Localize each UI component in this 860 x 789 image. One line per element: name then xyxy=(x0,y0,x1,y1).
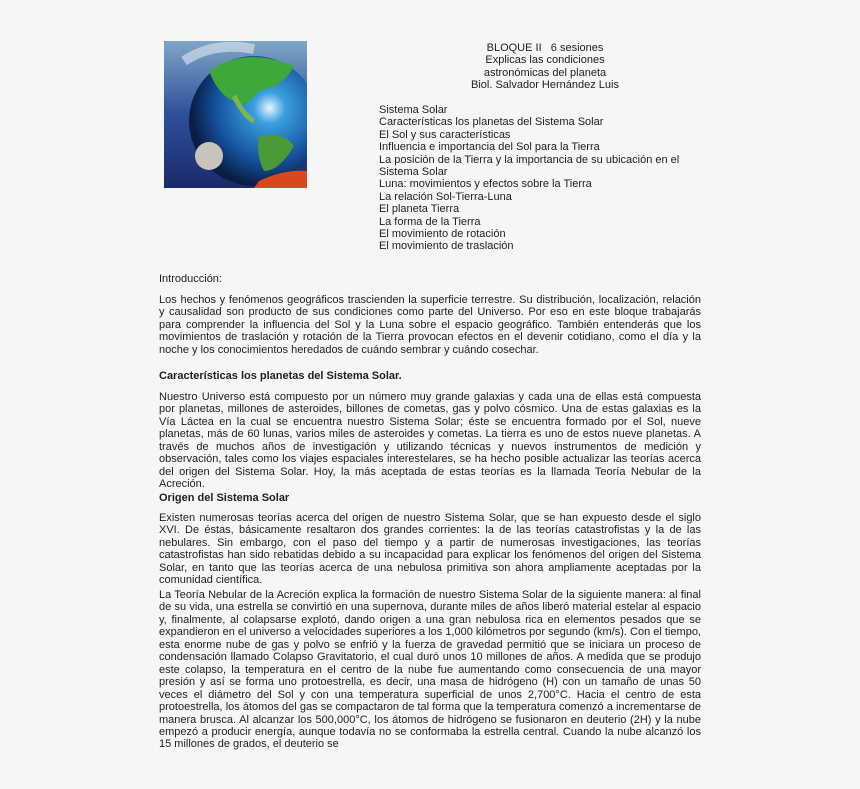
topic-item: El planeta Tierra xyxy=(379,203,460,216)
topic-item: Sistema Solar xyxy=(379,104,448,116)
topic-item: Características los planetas del Sistema Solar xyxy=(379,116,604,129)
topic-item: La posición de la Tierra y la importancia de su ubicación en el Sistema Solar xyxy=(379,153,680,179)
section-heading-origin: Origen del Sistema Solar xyxy=(159,492,290,504)
origin-paragraph-2: La Teoría Nebular de la Acreción explica la formación de nuestro Sistema Solar de la siguiente manera: al final de su vida, una estrella se convirtió en una supernova, durante miles de años liberó material estelar al espacio y, finalmente, al colapsarse explotó, dando origen a una gran nebulosa rica en elementos pesados que se expandieron en el universo a velocidades superiores a los 1,000 kilómetros por segundo (km/s). Con el tiempo, esta enorme nube de gas y polvo se enfrió y la fuerza de gravedad permitió que se iniciara un proceso de condensación llamado Colapso Gravitatorio, el cual duró unos 10 millones de años. A medida que se produjo este colapso, la temperatura en el centro de la nube fue aumentando como consecuencia de una mayor presión y así se forma uno protoestrella, es decir, una masa de hidrógeno (H) con un tamaño de unas 50 veces el diámetro del Sol y con una temperatura superficial de unos 2,700°C. Hacia el centro de esta protoestrella, los átomos del gas se compactaron de tal forma que la temperatura comenzó a incrementarse de manera brusca. Al alcanzar los 500,000°C, los átomos de hidrógeno se fusionaron en deuterio (2H) y la nube empezó a producir energía, aunque todavía no se conformaba la estrella central. Cuando la nube alcanzó los 15 millones de grados, el deuterio se xyxy=(159,589,701,751)
author: Biol. Salvador Hernández Luis xyxy=(471,78,619,91)
topic-item: El movimiento de traslación xyxy=(379,240,514,253)
intro-paragraph: Los hechos y fenómenos geográficos trascienden la superficie terrestre. Su distribución, localización, relación y causalidad son producto de sus condiciones como parte del Universo. Por eso en este bloque trabajarás para comprender la influencia del Sol y la Luna sobre el espacio geográfico. También entenderás que los movimientos de traslación y rotación de la Tierra provocan efectos en el devenir cotidiano, como el día y la noche y los conocimientos heredados de cuándo sembrar y cuándo cosechar. xyxy=(159,294,701,356)
topic-item: La relación Sol-Tierra-Luna xyxy=(379,190,512,203)
topic-list xyxy=(379,104,699,253)
block-subtitle-1: Explicas las condiciones xyxy=(485,54,605,67)
section-heading-characteristics: Características los planetas del Sistema Solar. xyxy=(159,370,402,382)
topic-item: El Sol y sus características xyxy=(379,128,511,141)
earth-illustration xyxy=(164,41,307,188)
topic-item: El movimiento de rotación xyxy=(379,228,506,241)
topic-item: La forma de la Tierra xyxy=(379,215,481,228)
topic-item: Influencia e importancia del Sol para la Tierra xyxy=(379,141,600,154)
block-title: BLOQUE II 6 sesiones xyxy=(486,42,604,54)
block-subtitle-2: astronómicas del planeta xyxy=(483,66,607,79)
characteristics-paragraph: Nuestro Universo está compuesto por un número muy grande galaxias y cada una de ellas está compuesta por planetas, millones de asteroides, billones de cometas, gas y polvo cósmico. Una de estas galaxias es la Vía Láctea en la cual se encuentra nuestro Sistema Solar; éste se encuentra formado por el Sol, nueve planetas, más de 60 lunas, varios miles de asteroides y cometas. La tierra es uno de estos nueve planetas. A través de muchos años de investigación y utilizando técnicas y nuevos instrumentos de medición y observación, tales como los viajes espaciales interestelares, se ha hecho posible actualizar las teorías acerca del origen del Sistema Solar. Hoy, la más aceptada de estas teorías es la llamada Teoría Nebular de la Acreción. xyxy=(159,391,701,491)
document-header xyxy=(420,42,670,91)
origin-paragraph-1: Existen numerosas teorías acerca del origen de nuestro Sistema Solar, que se han expuesto desde el siglo XVI. De éstas, básicamente resaltaron dos grandes corrientes: la de las teorías catastrofistas y la de las nebulares. Sin embargo, con el paso del tiempo y a partir de numerosas investigaciones, las teorías catastrofistas han sido rebatidas debido a su incapacidad para explicar los fenómenos del origen del Sistema Solar, en tanto que las teorías acerca de una nebulosa primitiva son ahora ampliamente aceptadas por la comunidad científica. xyxy=(159,512,701,587)
topic-item: Luna: movimientos y efectos sobre la Tierra xyxy=(379,178,592,191)
intro-label: Introducción: xyxy=(159,273,222,285)
